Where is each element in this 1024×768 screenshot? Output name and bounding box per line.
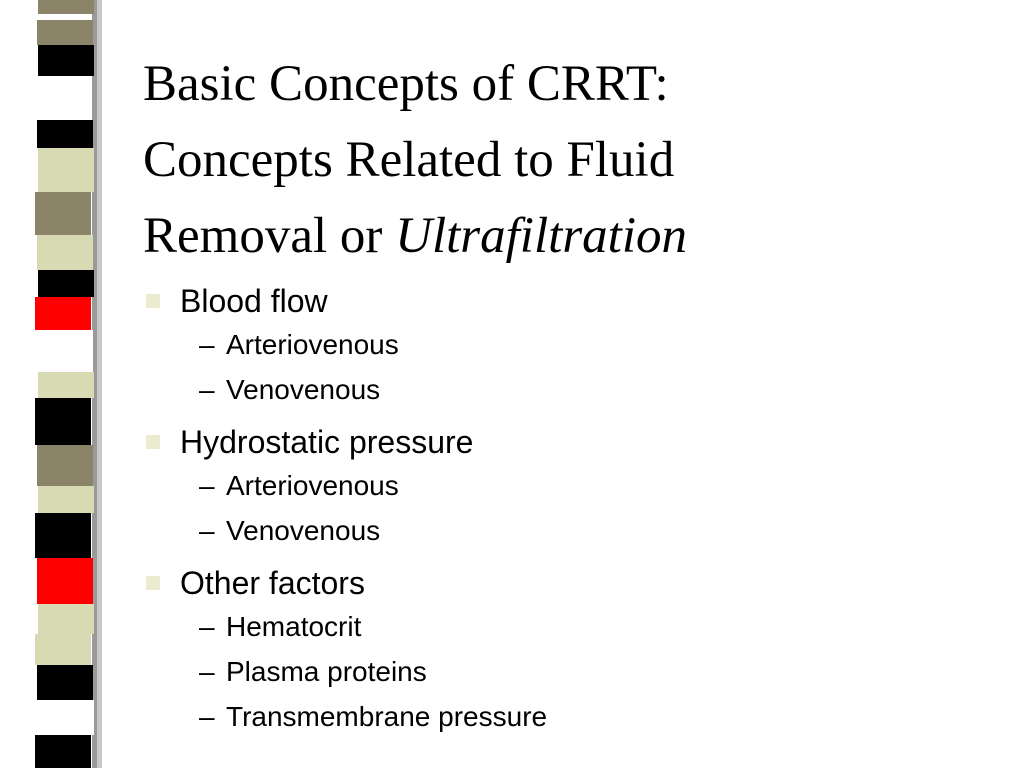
- dash-icon: –: [199, 656, 215, 687]
- sub-bullet-label: Arteriovenous: [226, 470, 399, 501]
- title-line-2: Concepts Related to Fluid: [143, 132, 675, 188]
- sub-bullet-item: [143, 604, 1003, 649]
- bullet-list: [143, 280, 1003, 739]
- dash-icon: –: [199, 515, 215, 546]
- sub-bullet-item: [143, 367, 1003, 412]
- stripe-band: [35, 398, 91, 445]
- stripe-band: [37, 665, 93, 700]
- stripe-band: [35, 634, 91, 665]
- dash-icon: –: [199, 611, 215, 642]
- stripe-band: [37, 120, 93, 148]
- stripe-band: [38, 486, 94, 513]
- sub-bullet-label: Transmembrane pressure: [226, 701, 548, 732]
- title-line-3-prefix: Removal or: [143, 208, 396, 264]
- stripe-band: [35, 14, 91, 20]
- sub-bullet-item: [143, 463, 1003, 508]
- bullet-item: [143, 421, 1003, 553]
- stripe-band: [35, 76, 91, 120]
- stripe-band: [37, 235, 93, 270]
- stripe-band: [37, 558, 93, 604]
- stripe-band: [37, 445, 93, 486]
- bullet-label: Other factors: [180, 565, 365, 601]
- stripe-band: [35, 297, 91, 330]
- stripe-band: [35, 513, 91, 558]
- sub-bullet-item: [143, 322, 1003, 367]
- stripe-band-group: [35, 0, 94, 768]
- dash-icon: –: [199, 374, 215, 405]
- sub-bullet-item: [143, 508, 1003, 553]
- sub-bullet-item: [143, 649, 1003, 694]
- dash-icon: –: [199, 701, 215, 732]
- stripe-band: [35, 192, 91, 235]
- sub-bullet-label: Venovenous: [226, 515, 381, 546]
- stripe-band: [38, 0, 94, 14]
- decorative-stripe-bar: [0, 0, 120, 768]
- bullet-square-icon: [146, 294, 160, 308]
- stripe-band: [38, 270, 94, 297]
- bullet-item: [143, 562, 1003, 739]
- stripe-band: [37, 20, 93, 45]
- stripe-band: [38, 148, 94, 192]
- stripe-band: [37, 330, 93, 372]
- stripe-bar-graphic: [0, 0, 120, 768]
- bullet-square-icon: [146, 576, 160, 590]
- stripe-band: [38, 45, 94, 76]
- bullet-label: Hydrostatic pressure: [180, 424, 474, 460]
- bullet-item: [143, 280, 1003, 412]
- stripe-band: [35, 735, 91, 768]
- slide-title: [143, 46, 1003, 274]
- bullet-label: Blood flow: [180, 283, 328, 319]
- dash-icon: –: [199, 329, 215, 360]
- title-line-3-italic: Ultrafiltration: [395, 208, 688, 264]
- sub-bullet-label: Venovenous: [226, 374, 381, 405]
- stripe-band: [38, 604, 94, 634]
- bullet-square-icon: [146, 435, 160, 449]
- stripe-band: [38, 372, 94, 398]
- sub-bullet-item: [143, 694, 1003, 739]
- sub-bullet-label: Plasma proteins: [226, 656, 427, 687]
- title-line-3: [143, 198, 1003, 274]
- sub-bullet-label: Arteriovenous: [226, 329, 399, 360]
- stripe-band: [38, 700, 94, 735]
- dash-icon: –: [199, 470, 215, 501]
- title-line-1: Basic Concepts of CRRT:: [143, 56, 669, 112]
- sub-bullet-label: Hematocrit: [226, 611, 362, 642]
